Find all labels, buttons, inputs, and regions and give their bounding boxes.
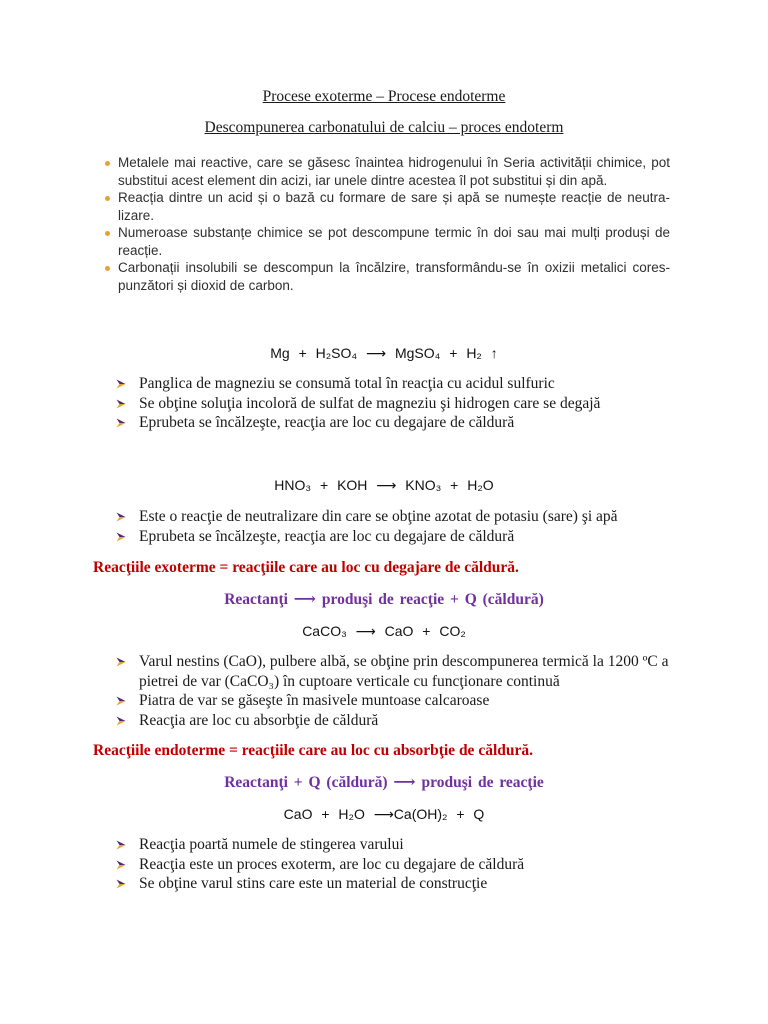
slaking-notes-list (116, 835, 524, 894)
arrow-bullet-icon (116, 532, 126, 542)
bullet-dot-icon (105, 161, 110, 166)
note-text: Reacţia poartă numele de stingerea varului (139, 836, 404, 854)
arrow-bullet-icon (116, 399, 126, 409)
list-item (116, 374, 600, 394)
limestone-equation: CaCO₃ ⟶ CaO + CO₂ (302, 623, 466, 640)
intro-list-item (100, 189, 670, 224)
list-item (116, 835, 524, 855)
note-text: Se obţine varul stins care este un material de construcţie (139, 875, 488, 893)
note-text: Eprubeta se încălzeşte, reacţia are loc cu degajare de căldură (139, 527, 515, 545)
neutralization-notes-list (116, 507, 618, 546)
limestone-notes-list (116, 652, 668, 730)
note-text: Reacţia este un proces exoterm, are loc cu degajare de căldură (139, 855, 525, 873)
intro-line: reacție. (118, 242, 163, 258)
list-item (116, 413, 600, 433)
list-item (116, 527, 618, 547)
list-item (116, 507, 618, 527)
endothermic-scheme: Reactanţi + Q (căldură) ⟶ produşi de reacţie (224, 774, 544, 792)
bullet-dot-icon (105, 266, 110, 271)
intro-line: punzători și dioxid de carbon. (118, 277, 294, 293)
neutralization-equation: HNO₃ + KOH ⟶ KNO₃ + H₂O (274, 477, 494, 494)
note-text: Eprubeta se încălzeşte, reacţia are loc cu degajare de căldură (139, 414, 515, 432)
magnesium-notes-list (116, 374, 600, 433)
arrow-bullet-icon (116, 418, 126, 428)
list-item (116, 711, 668, 731)
bullet-dot-icon (105, 231, 110, 236)
arrow-bullet-icon (116, 716, 126, 726)
intro-list-item (100, 224, 670, 259)
note-text: Este o reacţie de neutralizare din care se obţine azotat de potasiu (sare) şi apă (139, 508, 618, 526)
list-item (116, 394, 600, 414)
endothermic-definition: Reacţiile endoterme = reacţiile care au loc cu absorbţie de căldură. (93, 742, 533, 760)
arrow-bullet-icon (116, 840, 126, 850)
list-item (116, 855, 524, 875)
exothermic-definition: Reacţiile exoterme = reacţiile care au loc cu degajare de căldură. (93, 559, 519, 577)
intro-list-item (100, 154, 670, 189)
intro-list-item (100, 259, 670, 294)
intro-line: Carbonații insolubili se descompun la încălzire, transformându-se în oxizii metalici cores- (118, 260, 670, 276)
intro-line: Numeroase substanțe chimice se pot descompune termic în doi sau mai mulți produși de (118, 225, 670, 241)
arrow-bullet-icon (116, 879, 126, 889)
note-text: Panglica de magneziu se consumă total în reacţia cu acidul sulfuric (139, 375, 555, 393)
note-text: Varul nestins (CaO), pulbere albă, se obţine prin descompunerea termică la 1200 ºC a (139, 653, 669, 671)
magnesium-equation: Mg + H₂SO₄ ⟶ MgSO₄ + H₂ ↑ (270, 345, 498, 362)
intro-line: substitui acest element din acizi, iar unele dintre acestea îl pot substitui și din apă. (118, 172, 608, 188)
slaking-equation: CaO + H₂O ⟶Ca(OH)₂ + Q (283, 806, 485, 823)
note-text: Reacţia are loc cu absorbţie de căldură (139, 711, 379, 729)
page-title: Procese exoterme – Procese endoterme (262, 88, 506, 106)
arrow-bullet-icon (116, 379, 126, 389)
arrow-bullet-icon (116, 512, 126, 522)
list-item (116, 691, 668, 711)
arrow-bullet-icon (116, 860, 126, 870)
intro-line: Reacția dintre un acid și o bază cu formare de sare și apă se numește reacție de neutra- (118, 190, 670, 206)
arrow-bullet-icon (116, 696, 126, 706)
page-subtitle: Descompunerea carbonatului de calciu – proces endoterm (204, 119, 564, 137)
note-text: pietrei de var (CaCO₃) în cuptoare verticale cu funcţionare continuă (139, 672, 560, 690)
intro-line: Metalele mai reactive, care se găsesc înaintea hidrogenului în Seria activității chimice, pot (118, 155, 670, 171)
bullet-dot-icon (105, 196, 110, 201)
list-item (116, 874, 524, 894)
intro-line: lizare. (118, 207, 155, 223)
intro-bullet-list (100, 154, 670, 294)
note-text: Se obţine soluţia incoloră de sulfat de magneziu şi hidrogen care se degajă (139, 394, 601, 412)
exothermic-scheme: Reactanţi ⟶ produşi de reacţie + Q (căldură) (224, 591, 544, 609)
arrow-bullet-icon (116, 657, 126, 667)
list-item (116, 652, 668, 691)
note-text: Piatra de var se găseşte în masivele muntoase calcaroase (139, 692, 490, 710)
